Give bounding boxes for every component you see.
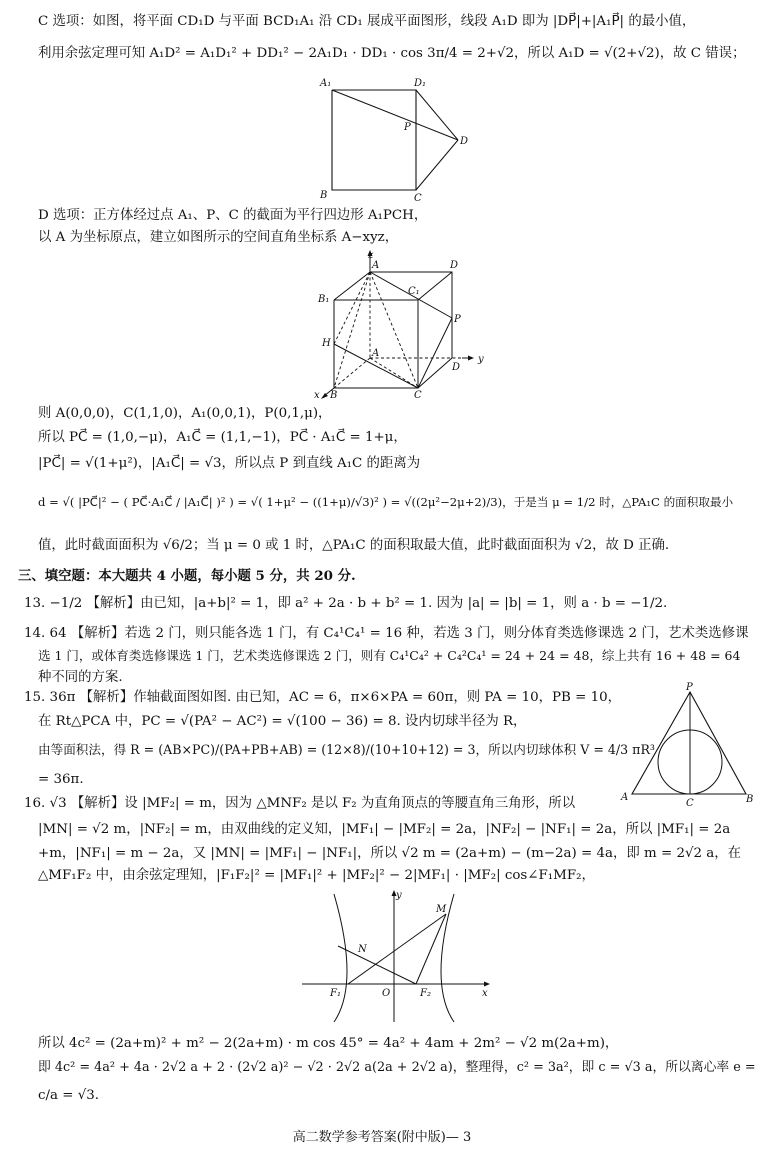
answer-13: 13. −1/2 【解析】由已知，|a+b|² = 1，即 a² + 2a · b + b² = 1. 因为 |a| = |b| = 1，则 a · b = −1/2. <box>24 596 668 611</box>
text-line: +m，|NF₁| = m − 2a，又 |MN| = |MF₁| − |NF₁|，所以 √2 m = (2a+m) − (m−2a) = 4a，即 m = 2√2 a，在 <box>38 846 742 861</box>
figure-label: A <box>372 260 380 271</box>
text-line: 值，此时截面面积为 √6/2；当 μ = 0 或 1 时，△PA₁C 的面积取最大值，此时截面面积为 √2，故 D 正确. <box>38 538 670 553</box>
figure-label: D₁ <box>414 78 427 89</box>
text-line: c/a = √3. <box>38 1088 100 1103</box>
text-line: 所以 4c² = (2a+m)² + m² − 2(2a+m) · m cos 45° = 4a² + 4am + 2m² − √2 m(2a+m)， <box>38 1036 619 1051</box>
figure-label: x <box>482 988 488 999</box>
text-line: d = √( |PC⃗|² − ( PC⃗·A₁C⃗ / |A₁C⃗| )² ) = √( 1+μ² − ((1+μ)/√3)² ) = √((2μ²−2μ+2)/3)，于是当 μ = 1/2 时，△PA₁C 的面积取最小 <box>38 495 734 509</box>
figure-label: C <box>414 193 422 202</box>
text-line: 种不同的方案. <box>38 670 123 685</box>
text-line: 利用余弦定理可知 A₁D² = A₁D₁² + DD₁² − 2A₁D₁ · DD₁ · cos 3π/4 = 2+√2，所以 A₁D = √(2+√2)，故 C 错误； <box>38 46 746 61</box>
text-line: 所以 PC⃗ = (1,0,−μ)，A₁C⃗ = (1,1,−1)，PC⃗ · A₁C⃗ = 1+μ， <box>38 430 407 445</box>
figure-cone-section <box>618 682 758 810</box>
text-line: 以 A 为坐标原点，建立如图所示的空间直角坐标系 A−xyz， <box>38 230 399 245</box>
text-line: |MN| = √2 m，|NF₂| = m，由双曲线的定义知，|MF₁| − |MF₂| = 2a，|NF₂| − |NF₁| = 2a，所以 |MF₁| = 2a <box>38 822 731 837</box>
figure-label: N <box>358 944 367 955</box>
figure-label: C₁ <box>408 286 420 297</box>
figure-label: F₁ <box>330 988 341 999</box>
answer-15: 15. 36π 【解析】作轴截面图如图. 由已知，AC = 6，π×6×PA = 60π，则 PA = 10，PB = 10， <box>24 690 622 705</box>
figure-label: A <box>372 348 380 359</box>
figure-label: C <box>686 798 694 809</box>
figure-hyperbola <box>298 886 498 1026</box>
figure-label: y <box>478 354 484 365</box>
figure-label: z <box>368 250 374 261</box>
figure-label: A₁ <box>320 78 332 89</box>
answer-16: 16. √3 【解析】设 |MF₂| = m，因为 △MNF₂ 是以 F₂ 为直角顶点的等腰直角三角形，所以 <box>24 796 576 811</box>
figure-label: B₁ <box>318 294 330 305</box>
figure-label: O <box>382 988 391 999</box>
figure-label: B <box>746 794 754 805</box>
text-line: C 选项：如图，将平面 CD₁D 与平面 BCD₁A₁ 沿 CD₁ 展成平面图形，线段 A₁D 即为 |DP⃗|+|A₁P⃗| 的最小值， <box>38 14 696 29</box>
section-heading: 三、填空题：本大题共 4 小题，每小题 5 分，共 20 分. <box>18 568 356 584</box>
figure-label: D <box>452 362 461 373</box>
figure-label: P <box>686 682 693 693</box>
figure-label: P <box>404 122 411 133</box>
figure-label: B <box>320 190 328 201</box>
page-footer: 高二数学参考答案(附中版)— 3 <box>292 1130 472 1145</box>
answer-14: 14. 64 【解析】若选 2 门，则只能各选 1 门，有 C₄¹C₄¹ = 16 种，若选 3 门，则分体育类选修课选 2 门，艺术类选修课 <box>24 626 749 641</box>
figure-label: D <box>460 136 469 147</box>
text-line: 即 4c² = 4a² + 4a · 2√2 a + 2 · (2√2 a)² − √2 · 2√2 a(2a + 2√2 a)，整理得，c² = 3a²，即 c = √3 a，所以离心率 e = <box>38 1060 756 1075</box>
figure-cube <box>312 248 492 402</box>
figure-unfolded-plane <box>310 74 480 202</box>
figure-label: D <box>450 260 459 271</box>
text-line: D 选项：正方体经过点 A₁、P、C 的截面为平行四边形 A₁PCH， <box>38 208 428 223</box>
figure-label: A <box>621 792 629 803</box>
figure-label: M <box>436 904 447 915</box>
figure-label: P <box>454 314 461 325</box>
text-line: = 36π. <box>38 772 84 787</box>
text-line: △MF₁F₂ 中，由余弦定理知，|F₁F₂|² = |MF₁|² + |MF₂|² − 2|MF₁| · |MF₂| cos∠F₁MF₂， <box>38 868 595 883</box>
figure-label: C <box>414 390 422 401</box>
text-line: 选 1 门，或体育类选修课选 1 门，艺术类选修课选 2 门，则有 C₄¹C₄² + C₄²C₄¹ = 24 + 24 = 48，综上共有 16 + 48 = 64 <box>38 648 741 663</box>
figure-label: B <box>330 390 338 401</box>
figure-label: F₂ <box>420 988 431 999</box>
text-line: 由等面积法，得 R = (AB×PC)/(PA+PB+AB) = (12×8)/(10+10+12) = 3，所以内切球体积 V = 4/3 πR³ <box>38 742 655 757</box>
figure-label: y <box>396 890 402 901</box>
figure-label: H <box>322 338 331 349</box>
text-line: 在 Rt△PCA 中，PC = √(PA² − AC²) = √(100 − 36) = 8. 设内切球半径为 R， <box>38 714 527 729</box>
text-line: 则 A(0,0,0)，C(1,1,0)，A₁(0,0,1)，P(0,1,μ)， <box>38 406 332 421</box>
figure-label: x <box>314 390 320 401</box>
text-line: |PC⃗| = √(1+μ²)，|A₁C⃗| = √3，所以点 P 到直线 A₁C 的距离为 <box>38 456 421 471</box>
